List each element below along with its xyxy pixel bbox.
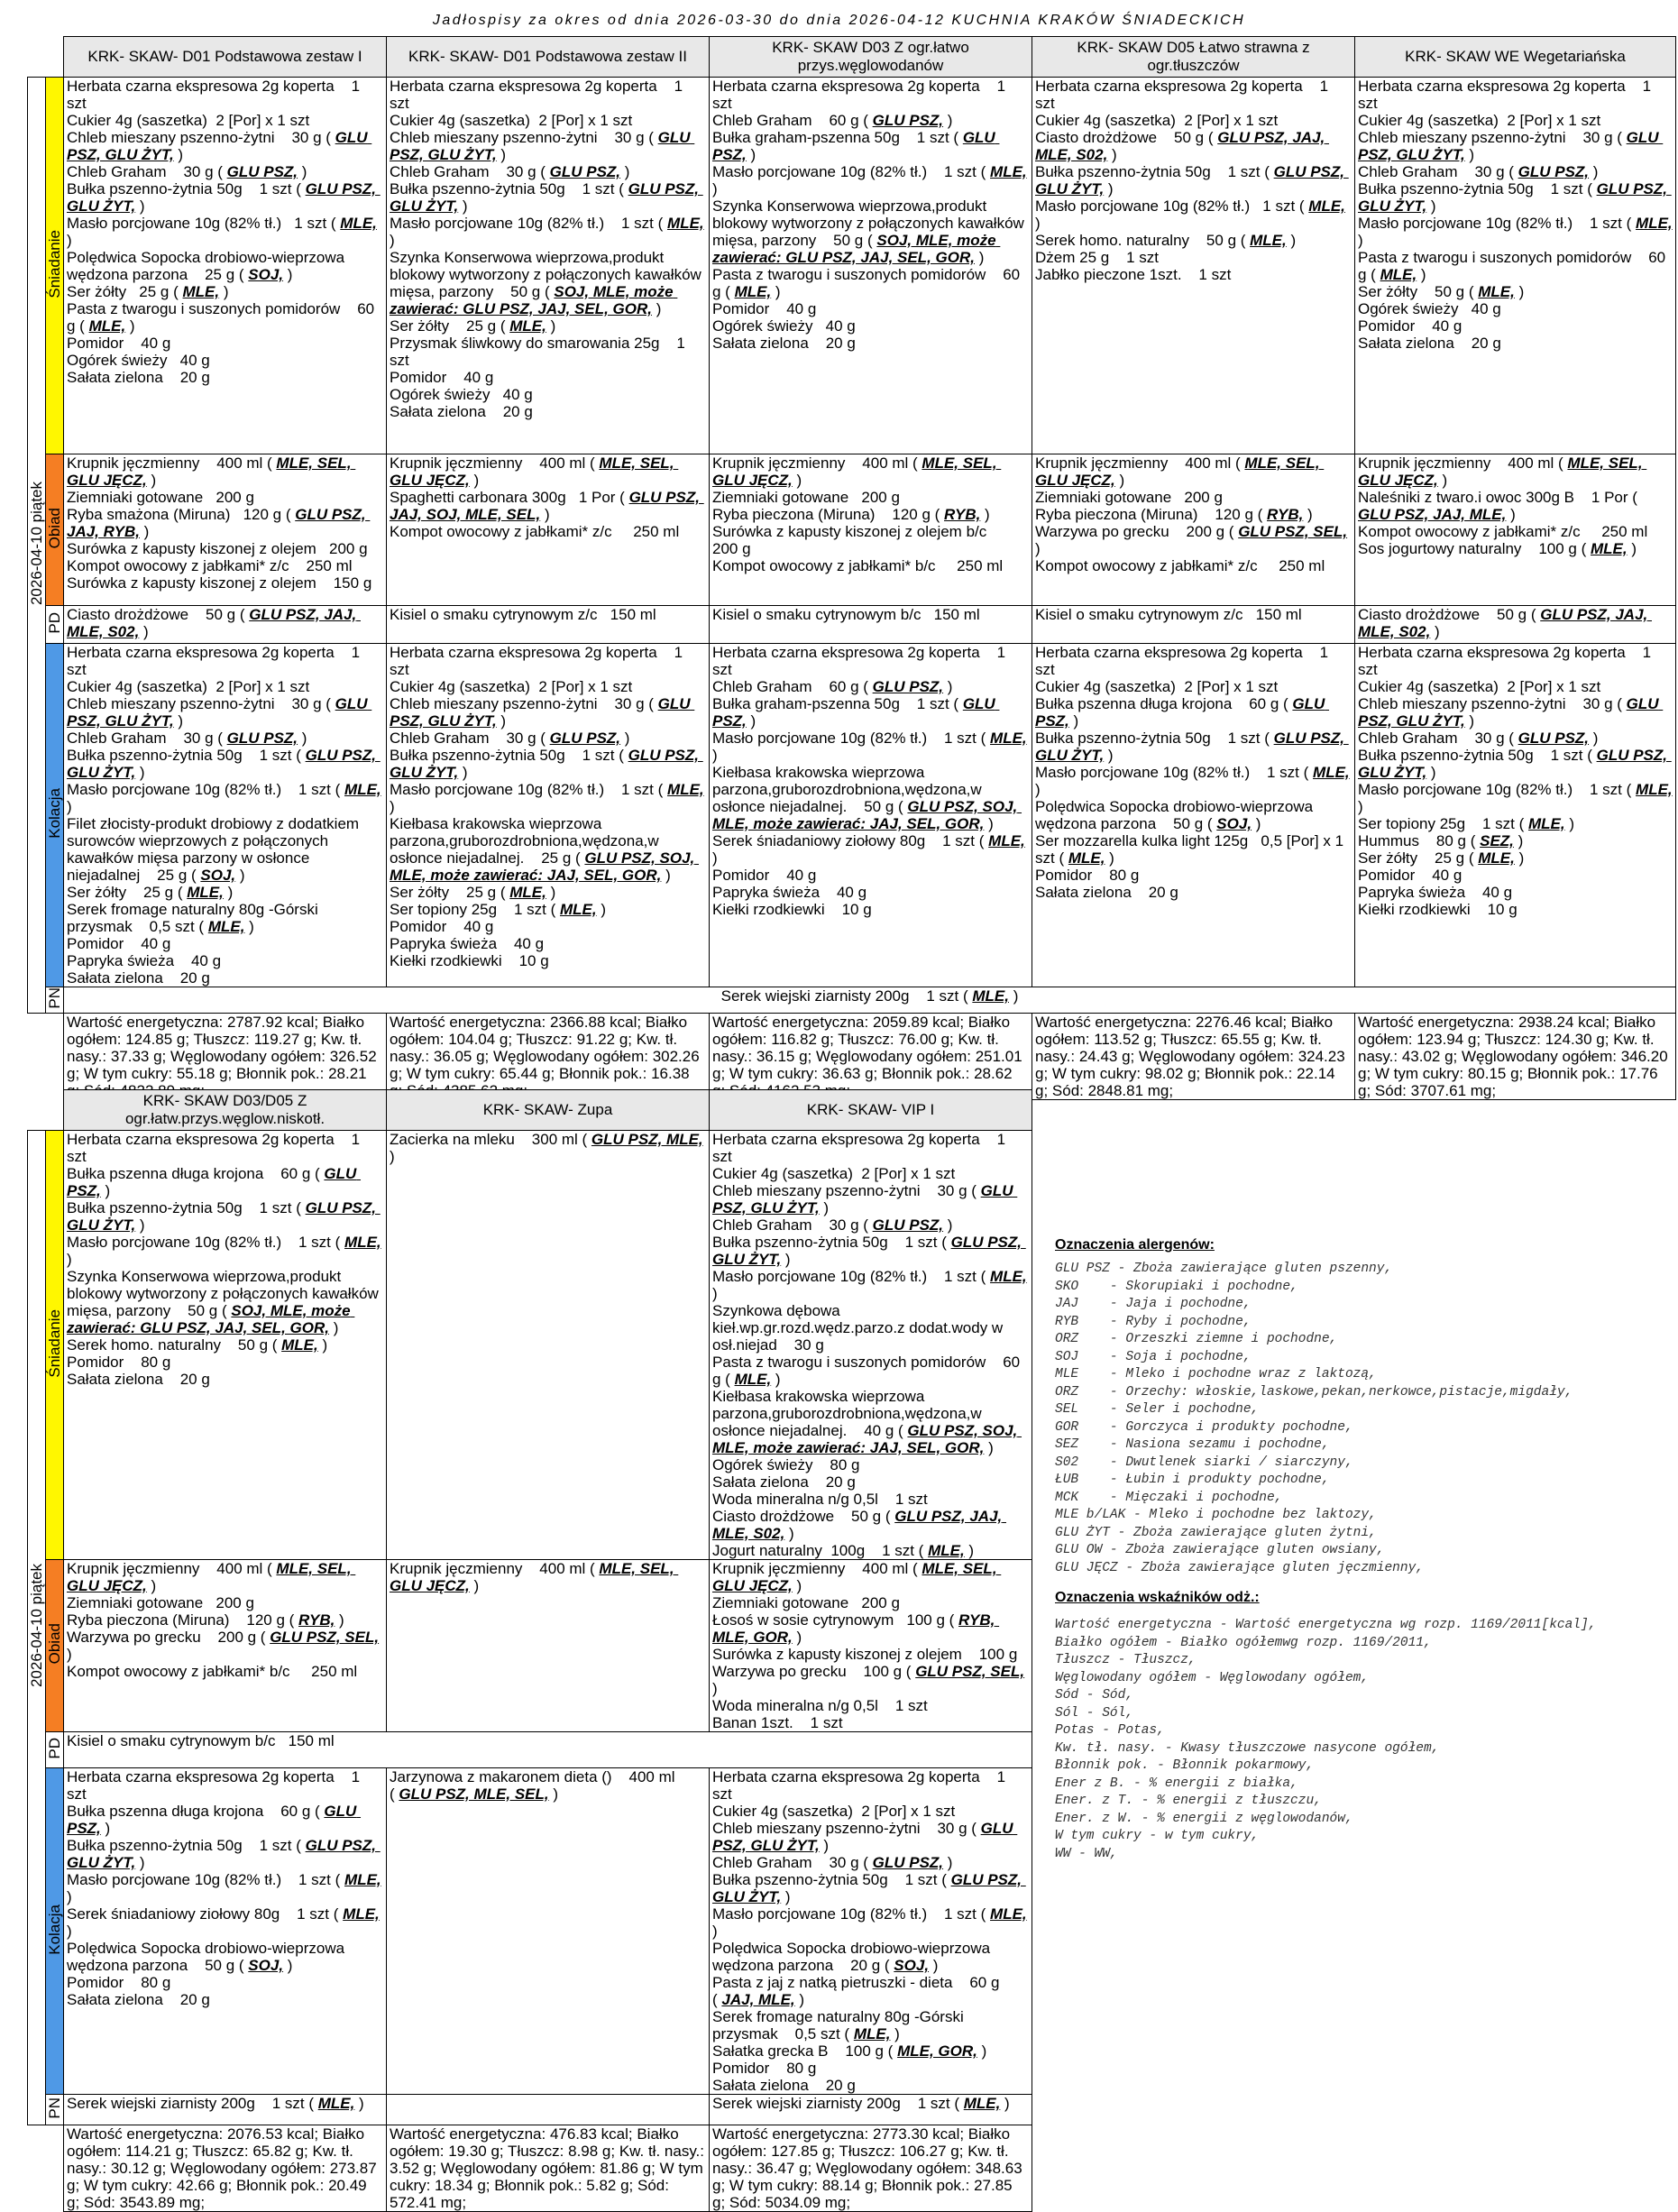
allergen-codes: GLU PSZ,	[1518, 730, 1590, 747]
allergen-codes: GLU PSZ, GLU ŻYT,	[1358, 695, 1664, 730]
meal-label-cell	[46, 454, 64, 606]
allergens-legend-title: Oznaczenia alergenów:	[1055, 1237, 1215, 1253]
nutrition-summary: Wartość energetyczna: 2938.24 kcal; Białko ogółem: 123.94 g; Tłuszcz: 124.30 g; Kw. tł. nasy.: 43.02 g; Węglowodany ogółem: 346.20 g; W tym cukry: 80.15 g; Błonnik pok.: 17.76 g; Sód: 3707.61 mg;	[1355, 1013, 1676, 1099]
meal-label-cell	[46, 606, 64, 644]
allergen-codes: JAJ, MLE,	[721, 1991, 795, 2008]
diet-header: KRK- SKAW D03/D05 Z ogr.łatw.przys.węglow.niskotł.	[64, 1090, 387, 1131]
allergen-codes: RYB,	[1267, 506, 1304, 523]
allergen-codes: MLE, SEL, GLU JĘCZ,	[67, 454, 356, 489]
allergen-codes: GLU PSZ, GLU ŻYT,	[712, 1871, 1026, 1905]
menu-cell: Herbata czarna ekspresowa 2g koperta 1 szt Cukier 4g (saszetka) 2 [Por] x 1 szt Bułka pszenna długa krojona 60 g ( GLU PSZ, ) Bułka pszenno-żytnia 50g 1 szt ( GLU PSZ, GLU ŻYT, ) Masło porcjowane 10g (82% tł.) 1 szt ( MLE, ) Polędwica Sopocka drobiowo-wieprzowa wędzona parzona 50 g ( SOJ, ) Ser mozzarella kulka light 125g 0,5 [Por] x 1 szt ( MLE, ) Pomidor 80 g Sałata zielona 20 g	[1032, 644, 1355, 987]
nutrition-summary: Wartość energetyczna: 476.83 kcal; Białko ogółem: 19.30 g; Tłuszcz: 8.98 g; Kw. tł. nasy.: 3.52 g; Węglowodany ogółem: 81.86 g; W tym cukry: 18.34 g; Błonnik pok.: 5.82 g; Sód: 572.41 mg;	[387, 2125, 710, 2212]
menu-cell: Krupnik jęczmienny 400 ml ( MLE, SEL, GLU JĘCZ, )	[387, 1560, 710, 1732]
menu-cell: Herbata czarna ekspresowa 2g koperta 1 szt Cukier 4g (saszetka) 2 [Por] x 1 szt Ciasto drożdżowe 50 g ( GLU PSZ, JAJ, MLE, S02, ) Bułka pszenno-żytnia 50g 1 szt ( GLU PSZ, GLU ŻYT, ) Masło porcjowane 10g (82% tł.) 1 szt ( MLE, ) Serek homo. naturalny 50 g ( MLE, ) Dżem 25 g 1 szt Jabłko pieczone 1szt. 1 szt	[1032, 78, 1355, 454]
allergen-codes: GLU PSZ,	[712, 129, 1000, 163]
allergen-codes: MLE,	[734, 1371, 772, 1388]
report-header: Jadłospisy za okres od dnia 2026-03-30 do dnia 2026-04-12 KUCHNIA KRAKÓW ŚNIADECKICH	[432, 13, 1246, 28]
allergen-codes: MLE,	[990, 1268, 1027, 1285]
allergen-codes: GLU PSZ,	[872, 678, 944, 695]
allergen-codes: GLU PSZ, SEL,	[270, 1629, 380, 1646]
allergen-codes: GLU PSZ, JAJ, SOJ, MLE, SEL,	[390, 489, 704, 523]
allergen-codes: MLE,	[990, 163, 1027, 180]
allergen-codes: MLE,	[1636, 781, 1673, 798]
allergen-codes: GLU PSZ, MLE,	[591, 1131, 703, 1148]
allergen-codes: MLE,	[509, 317, 546, 335]
allergen-codes: RYB, MLE, GOR,	[712, 1611, 1000, 1646]
menu-cell: Krupnik jęczmienny 400 ml ( MLE, SEL, GLU JĘCZ, ) Ziemniaki gotowane 200 g Ryba pieczona (Miruna) 120 g ( RYB, ) Warzywa po grecku 200 g ( GLU PSZ, SEL, ) Kompot owocowy z jabłkami* z/c 250 ml	[1032, 454, 1355, 606]
allergen-codes: GLU PSZ, GLU ŻYT,	[67, 1199, 381, 1234]
indicator-legend-item: W tym cukry - w tym cukry,	[1055, 1829, 1260, 1843]
meal-label: Kolacja	[46, 1904, 63, 1955]
allergen-codes: GLU PSZ,	[872, 112, 944, 129]
allergen-legend-item: GLU JĘCZ - Zboża zawierające gluten jęczmienny,	[1055, 1560, 1424, 1575]
meal-label-cell	[46, 1560, 64, 1732]
allergen-legend-item: SEL - Seler i pochodne,	[1055, 1402, 1260, 1417]
allergen-legend-item: ŁUB - Łubin i produkty pochodne,	[1055, 1473, 1330, 1487]
allergen-codes: GLU PSZ, GLU ŻYT,	[712, 1234, 1026, 1268]
allergen-codes: MLE,	[988, 832, 1025, 849]
allergen-codes: GLU PSZ,	[67, 1165, 362, 1199]
nutrition-summary: Wartość energetyczna: 2787.92 kcal; Białko ogółem: 124.85 g; Tłuszcz: 119.27 g; Kw. tł. nasy.: 37.33 g; Węglowodany ogółem: 326.52 g; W tym cukry: 55.18 g; Błonnik pok.: 28.21	[64, 1013, 387, 1099]
allergen-codes: GLU PSZ, GLU ŻYT,	[1358, 129, 1664, 163]
menu-cell: Ciasto drożdżowe 50 g ( GLU PSZ, JAJ, MLE, S02, )	[64, 606, 387, 644]
diet-header: KRK- SKAW D03 Z ogr.łatwo przys.węglowodanów	[710, 37, 1032, 78]
allergen-codes: MLE,	[1478, 849, 1515, 867]
summary-spacer	[28, 1013, 64, 1099]
corner-cell	[28, 37, 64, 78]
meal-label-cell	[46, 78, 64, 454]
allergen-codes: GLU PSZ, GLU ŻYT,	[1035, 163, 1349, 197]
allergen-codes: MLE,	[667, 781, 704, 798]
menu-cell: Serek wiejski ziarnisty 200g 1 szt ( MLE, )	[710, 2095, 1032, 2125]
meal-label: Obiad	[46, 507, 63, 549]
meal-label: PD	[46, 1737, 63, 1759]
allergen-codes: MLE, SEL, GLU JĘCZ,	[67, 1560, 356, 1594]
allergen-codes: SOJ,	[894, 1957, 930, 1974]
menu-cell: Herbata czarna ekspresowa 2g koperta 1 szt Cukier 4g (saszetka) 2 [Por] x 1 szt Chleb mieszany pszenno-żytni 30 g ( GLU PSZ, GLU ŻYT, ) Chleb Graham 30 g ( GLU PSZ, ) Bułka pszenno-żytnia 50g 1 szt ( GLU PSZ, GLU ŻYT, ) Masło porcjowane 10g (82% tł.) 1 szt ( MLE, ) Polędwica Sopocka drobiowo-wieprzowa wędzona parzona 25 g ( SOJ, ) Ser żółty 25 g ( MLE, ) Pasta z twarogu i suszonych pomidorów 60 g ( MLE, ) Pomidor 40 g Ogórek świeży 40 g Sałata zielona 20 g	[64, 78, 387, 454]
allergen-codes: GLU PSZ, GLU ŻYT,	[1358, 180, 1672, 215]
menu-cell: Krupnik jęczmienny 400 ml ( MLE, SEL, GLU JĘCZ, ) Ziemniaki gotowane 200 g Łosoś w sosie cytrynowym 100 g ( RYB, MLE, GOR, ) Surówka z kapusty kiszonej z olejem 100 g Warzywa po grecku 100 g ( GLU PSZ, SEL, ) Woda mineralna n/g 0,5l 1 szt Banan 1szt. 1 szt	[710, 1560, 1032, 1732]
allergen-codes: SOJ,	[1216, 815, 1252, 832]
allergen-codes: MLE, SEL, GLU JĘCZ,	[712, 1560, 1002, 1594]
allergen-codes: GLU PSZ,	[872, 1216, 944, 1234]
menu-cell: Kisiel o smaku cytrynowym b/c 150 ml	[710, 606, 1032, 644]
allergen-codes: MLE,	[509, 884, 546, 901]
diet-header: KRK- SKAW- VIP I	[710, 1090, 1032, 1131]
legend	[1055, 1237, 1677, 1863]
allergen-codes: GLU PSZ,	[872, 1854, 944, 1871]
allergen-legend-item: ORZ - Orzechy: włoskie,laskowe,pekan,nerkowce,pistacje,migdały,	[1055, 1384, 1573, 1400]
meal-label-cell	[46, 987, 64, 1014]
menu-cell: Herbata czarna ekspresowa 2g koperta 1 szt Cukier 4g (saszetka) 2 [Por] x 1 szt Chleb mieszany pszenno-żytni 30 g ( GLU PSZ, GLU ŻYT, ) Chleb Graham 30 g ( GLU PSZ, ) Bułka pszenno-żytnia 50g 1 szt ( GLU PSZ, GLU ŻYT, ) Masło porcjowane 10g (82% tł.) 1 szt ( MLE, ) Ser topiony 25g 1 szt ( MLE, ) Hummus 80 g ( SEZ, ) Ser żółty 25 g ( MLE, ) Pomidor 40 g Papryka świeża 40 g Kiełki rzodkiewki 10 g	[1355, 644, 1676, 987]
menu-cell: Herbata czarna ekspresowa 2g koperta 1 szt Cukier 4g (saszetka) 2 [Por] x 1 szt Chleb mieszany pszenno-żytni 30 g ( GLU PSZ, GLU ŻYT, ) Chleb Graham 30 g ( GLU PSZ, ) Bułka pszenno-żytnia 50g 1 szt ( GLU PSZ, GLU ŻYT, ) Masło porcjowane 10g (82% tł.) 1 szt ( MLE, ) Polędwica Sopocka drobiowo-wieprzowa wędzona parzona 20 g ( SOJ, ) Pasta z jaj z natką pietruszki - dieta 60 g ( JAJ, MLE, ) Serek fromage naturalny 80g -Górski przysmak 0,5 szt ( MLE, ) Sałatka grecka B 100 g ( MLE, GOR, ) Pomidor 80 g Sałata zielona 20 g	[710, 1768, 1032, 2095]
indicator-legend-item: Wartość energetyczna - Wartość energetyczna wg rozp. 1169/2011[kcal],	[1055, 1618, 1597, 1632]
menu-table-1	[27, 36, 1676, 1100]
meal-label: Obiad	[46, 1623, 63, 1665]
nutrition-summary: Wartość energetyczna: 2276.46 kcal; Białko ogółem: 113.52 g; Tłuszcz: 65.55 g; Kw. tł. nasy.: 24.43 g; Węglowodany ogółem: 324.23 g; W tym cukry: 98.02 g; Błonnik pok.: 22.14 g; Sód: 2848.81 mg;	[1032, 1013, 1355, 1099]
menu-cell: Herbata czarna ekspresowa 2g koperta 1 szt Cukier 4g (saszetka) 2 [Por] x 1 szt Chleb mieszany pszenno-żytni 30 g ( GLU PSZ, GLU ŻYT, ) Chleb Graham 30 g ( GLU PSZ, ) Bułka pszenno-żytnia 50g 1 szt ( GLU PSZ, GLU ŻYT, ) Masło porcjowane 10g (82% tł.) 1 szt ( MLE, ) Szynka Konserwowa wieprzowa,produkt blokowy wytworzony z połączonych kawałków mięsa, parzony 50 g ( SOJ, MLE, może zawierać: GLU PSZ, JAJ, SEL, GOR, ) Ser żółty 25 g ( MLE, ) Przysmak śliwkowy do smarowania 25g 1 szt Pomidor 40 g Ogórek świeży 40 g Sałata zielona 20 g	[387, 78, 710, 454]
allergen-codes: GLU PSZ, GLU ŻYT,	[67, 1837, 381, 1871]
allergen-codes: MLE,	[88, 317, 126, 335]
menu-cell: Herbata czarna ekspresowa 2g koperta 1 szt Cukier 4g (saszetka) 2 [Por] x 1 szt Chleb mieszany pszenno-żytni 30 g ( GLU PSZ, GLU ŻYT, ) Chleb Graham 30 g ( GLU PSZ, ) Bułka pszenno-żytnia 50g 1 szt ( GLU PSZ, GLU ŻYT, ) Masło porcjowane 10g (82% tł.) 1 szt ( MLE, ) Filet złocisty-produkt drobiowy z dodatkiem surowców wieprzowych z połączonych kawałków mięsa parzony w osłonce niejadalnej 25 g ( SOJ, ) Ser żółty 25 g ( MLE, ) Serek fromage naturalny 80g -Górski przysmak 0,5 szt ( MLE, ) Pomidor 40 g Papryka świeża 40 g Sałata zielona 20 g	[64, 644, 387, 987]
menu-cell: Serek wiejski ziarnisty 200g 1 szt ( MLE, )	[64, 2095, 387, 2125]
menu-cell: Herbata czarna ekspresowa 2g koperta 1 szt Bułka pszenna długa krojona 60 g ( GLU PSZ, ) Bułka pszenno-żytnia 50g 1 szt ( GLU PSZ, GLU ŻYT, ) Masło porcjowane 10g (82% tł.) 1 szt ( MLE, ) Serek śniadaniowy ziołowy 80g 1 szt ( MLE, ) Polędwica Sopocka drobiowo-wieprzowa wędzona parzona 50 g ( SOJ, ) Pomidor 80 g Sałata zielona 20 g	[64, 1768, 387, 2095]
menu-cell: Herbata czarna ekspresowa 2g koperta 1 szt Chleb Graham 60 g ( GLU PSZ, ) Bułka graham-pszenna 50g 1 szt ( GLU PSZ, ) Masło porcjowane 10g (82% tł.) 1 szt ( MLE, ) Szynka Konserwowa wieprzowa,produkt blokowy wytworzony z połączonych kawałków mięsa, parzony 50 g ( SOJ, MLE, może zawierać: GLU PSZ, JAJ, SEL, GOR, ) Pasta z twarogu i suszonych pomidorów 60 g ( MLE, ) Pomidor 40 g Ogórek świeży 40 g Sałata zielona 20 g	[710, 78, 1032, 454]
diet-header: KRK- SKAW- Zupa	[387, 1090, 710, 1131]
allergen-legend-item: GOR - Gorczyca i produkty pochodne,	[1055, 1419, 1353, 1435]
allergen-codes: SOJ, MLE, może zawierać: GLU PSZ, JAJ, SEL, GOR,	[67, 1302, 355, 1336]
menu-cell: Herbata czarna ekspresowa 2g koperta 1 szt Bułka pszenna długa krojona 60 g ( GLU PSZ, ) Bułka pszenno-żytnia 50g 1 szt ( GLU PSZ, GLU ŻYT, ) Masło porcjowane 10g (82% tł.) 1 szt ( MLE, ) Szynka Konserwowa wieprzowa,produkt blokowy wytworzony z połączonych kawałków mięsa, parzony 50 g ( SOJ, MLE, może zawierać: GLU PSZ, JAJ, SEL, GOR, ) Serek homo. naturalny 50 g ( MLE, ) Pomidor 80 g Sałata zielona 20 g	[64, 1131, 387, 1560]
allergen-codes: RYB,	[944, 506, 981, 523]
indicator-legend-item: Kw. tł. nasy. - Kwasy tłuszczowe nasycone ogółem,	[1055, 1740, 1440, 1756]
diet-header: KRK- SKAW D05 Łatwo strawna z ogr.tłuszczów	[1032, 37, 1355, 78]
allergen-codes: GLU PSZ, GLU ŻYT,	[67, 695, 372, 730]
allergen-codes: SOJ,	[248, 266, 284, 283]
allergen-codes: GLU PSZ, SOJ, MLE, może zawierać: JAJ, SEL, GOR,	[712, 798, 1022, 832]
allergen-legend-item: SEZ - Nasiona sezamu i pochodne,	[1055, 1437, 1330, 1452]
menu-cell: Krupnik jęczmienny 400 ml ( MLE, SEL, GLU JĘCZ, ) Naleśniki z twaro.i owoc 300g B 1 Por ( GLU PSZ, JAJ, MLE, ) Kompot owocowy z jabłkami* z/c 250 ml Sos jogurtowy naturalny 100 g ( MLE, )	[1355, 454, 1676, 606]
allergen-codes: GLU PSZ,	[226, 163, 298, 180]
allergen-codes: MLE,	[990, 1905, 1027, 1923]
indicator-legend-item: Błonnik pok. - Błonnik pokarmowy,	[1055, 1758, 1315, 1773]
allergen-codes: RYB,	[298, 1611, 335, 1629]
meal-label: PN	[46, 987, 63, 1009]
allergen-codes: GLU PSZ, SEL,	[1238, 523, 1348, 540]
menu-cell: Herbata czarna ekspresowa 2g koperta 1 szt Cukier 4g (saszetka) 2 [Por] x 1 szt Chleb mieszany pszenno-żytni 30 g ( GLU PSZ, GLU ŻYT, ) Chleb Graham 30 g ( GLU PSZ, ) Bułka pszenno-żytnia 50g 1 szt ( GLU PSZ, GLU ŻYT, ) Masło porcjowane 10g (82% tł.) 1 szt ( MLE, ) Pasta z twarogu i suszonych pomidorów 60 g ( MLE, ) Ser żółty 50 g ( MLE, ) Ogórek świeży 40 g Pomidor 40 g Sałata zielona 20 g	[1355, 78, 1676, 454]
nutrition-summary: Wartość energetyczna: 2366.88 kcal; Białko ogółem: 104.04 g; Tłuszcz: 91.22 g; Kw. tł. nasy.: 36.05 g; Węglowodany ogółem: 302.26 g; W tym cukry: 65.44 g; Błonnik pok.: 16.38	[387, 1013, 710, 1099]
indicator-legend-item: Węglowodany ogółem - Węglowodany ogółem,	[1055, 1670, 1370, 1685]
allergen-legend-item: GLU PSZ - Zboża zawierające gluten pszenny,	[1055, 1262, 1393, 1276]
meal-label: Śniadanie	[46, 1308, 63, 1378]
allergen-legend-item: S02 - Dwutlenek siarki / siarczyny,	[1055, 1455, 1353, 1470]
allergen-codes: GLU PSZ, GLU ŻYT,	[390, 180, 703, 215]
menu-cell	[387, 2095, 710, 2125]
allergen-codes: MLE, SEL, GLU JĘCZ,	[390, 1560, 679, 1594]
nutrition-summary: Wartość energetyczna: 2059.89 kcal; Białko ogółem: 116.82 g; Tłuszcz: 76.00 g; Kw. tł. nasy.: 36.15 g; Węglowodany ogółem: 251.01 g; W tym cukry: 36.63 g; Błonnik pok.: 28.62	[710, 1013, 1032, 1099]
meal-label: PD	[46, 611, 63, 634]
date-label: 2026-04-10 piątek	[28, 481, 45, 605]
allergen-codes: MLE, SEL, GLU JĘCZ,	[1035, 454, 1325, 489]
allergen-codes: GLU PSZ, JAJ, MLE, S02,	[712, 1508, 1006, 1542]
allergen-codes: MLE,	[344, 781, 381, 798]
allergen-codes: GLU PSZ, GLU ŻYT,	[390, 695, 695, 730]
meal-label-cell	[46, 1768, 64, 2095]
diet-header: KRK- SKAW- D01 Podstawowa zestaw I	[64, 37, 387, 78]
menu-cell: Herbata czarna ekspresowa 2g koperta 1 szt Cukier 4g (saszetka) 2 [Por] x 1 szt Chleb mieszany pszenno-żytni 30 g ( GLU PSZ, GLU ŻYT, ) Chleb Graham 30 g ( GLU PSZ, ) Bułka pszenno-żytnia 50g 1 szt ( GLU PSZ, GLU ŻYT, ) Masło porcjowane 10g (82% tł.) 1 szt ( MLE, ) Kiełbasa krakowska wieprzowa parzona,gruborozdrobniona,wędzona,w osłonce niejadalnej. 25 g ( GLU PSZ, SOJ, MLE, może zawierać: JAJ, SEL, GOR, ) Ser żółty 25 g ( MLE, ) Ser topiony 25g 1 szt ( MLE, ) Pomidor 40 g Papryka świeża 40 g Kiełki rzodkiewki 10 g	[387, 644, 710, 987]
allergen-codes: MLE, SEL, GLU JĘCZ,	[1358, 454, 1647, 489]
allergen-codes: GLU PSZ,	[226, 730, 298, 747]
allergen-codes: MLE,	[1380, 266, 1417, 283]
menu-cell: Krupnik jęczmienny 400 ml ( MLE, SEL, GLU JĘCZ, ) Spaghetti carbonara 300g 1 Por ( GLU PSZ, JAJ, SOJ, MLE, SEL, ) Kompot owocowy z jabłkami* z/c 250 ml	[387, 454, 710, 606]
menu-cell: Kisiel o smaku cytrynowym z/c 150 ml	[387, 606, 710, 644]
allergen-legend-item: GLU OW - Zboża zawierające gluten owsiany,	[1055, 1543, 1385, 1557]
menu-cell: Zacierka na mleku 300 ml ( GLU PSZ, MLE, )	[387, 1131, 710, 1560]
meal-label-cell	[46, 2095, 64, 2125]
indicator-legend-item: Sól - Sól,	[1055, 1705, 1134, 1721]
date-label: 2026-04-10 piątek	[28, 1564, 45, 1688]
menu-cell: Herbata czarna ekspresowa 2g koperta 1 szt Chleb Graham 60 g ( GLU PSZ, ) Bułka graham-pszenna 50g 1 szt ( GLU PSZ, ) Masło porcjowane 10g (82% tł.) 1 szt ( MLE, ) Kiełbasa krakowska wieprzowa parzona,gruborozdrobniona,wędzona,w osłonce niejadalnej. 50 g ( GLU PSZ, SOJ, MLE, może zawierać: JAJ, SEL, GOR, ) Serek śniadaniowy ziołowy 80g 1 szt ( MLE, ) Pomidor 40 g Papryka świeża 40 g Kiełki rzodkiewki 10 g	[710, 644, 1032, 987]
allergen-codes: GLU PSZ,	[1518, 163, 1590, 180]
menu-cell: Krupnik jęczmienny 400 ml ( MLE, SEL, GLU JĘCZ, ) Ziemniaki gotowane 200 g Ryba smażona (Miruna) 120 g ( GLU PSZ, JAJ, RYB, ) Surówka z kapusty kiszonej z olejem 200 g Kompot owocowy z jabłkami* z/c 250 ml Surówka z kapusty kiszonej z olejem 150 g	[64, 454, 387, 606]
menu-cell: Herbata czarna ekspresowa 2g koperta 1 szt Cukier 4g (saszetka) 2 [Por] x 1 szt Chleb mieszany pszenno-żytni 30 g ( GLU PSZ, GLU ŻYT, ) Chleb Graham 30 g ( GLU PSZ, ) Bułka pszenno-żytnia 50g 1 szt ( GLU PSZ, GLU ŻYT, ) Masło porcjowane 10g (82% tł.) 1 szt ( MLE, ) Szynkowa dębowa kieł.wp.gr.rozd.wędz.parzo.z dodat.wody w osł.niejad 30 g Pasta z twarogu i suszonych pomidorów 60 g ( MLE, ) Kiełbasa krakowska wieprzowa parzona,gruborozdrobniona,wędzona,w osłonce niejadalnej. 40 g ( GLU PSZ, SOJ, MLE, może zawierać: JAJ, SEL, GOR, ) Ogórek świeży 80 g Sałata zielona 20 g Woda mineralna n/g 0,5l 1 szt Ciasto drożdżowe 50 g ( GLU PSZ, JAJ, MLE, S02, ) Jogurt naturalny 100g 1 szt ( MLE, )	[710, 1131, 1032, 1560]
indicator-legend-item: Białko ogółem - Białko ogółemwg rozp. 1169/2011,	[1055, 1635, 1432, 1650]
indicators-legend-list	[1055, 1617, 1677, 1863]
allergen-codes: MLE,	[1313, 764, 1350, 781]
meal-label: Śniadanie	[46, 229, 63, 298]
allergen-codes: MLE,	[1590, 540, 1628, 557]
allergen-legend-item: SKO - Skorupiaki i pochodne,	[1055, 1279, 1298, 1294]
allergen-codes: GLU PSZ, GLU ŻYT,	[712, 1182, 1018, 1216]
allergen-codes: SOJ,	[248, 1957, 284, 1974]
allergen-codes: GLU PSZ, SEL,	[915, 1663, 1025, 1680]
allergen-codes: GLU PSZ,	[712, 695, 1000, 730]
menu-cell: Krupnik jęczmienny 400 ml ( MLE, SEL, GLU JĘCZ, ) Ziemniaki gotowane 200 g Ryba pieczona (Miruna) 120 g ( RYB, ) Surówka z kapusty kiszonej z olejem b/c 200 g Kompot owocowy z jabłkami* b/c 250 ml	[710, 454, 1032, 606]
allergen-codes: MLE,	[344, 1871, 381, 1888]
indicator-legend-item: Potas - Potas,	[1055, 1723, 1165, 1738]
indicator-legend-item: Ener z B. - % energii z białka,	[1055, 1776, 1298, 1791]
allergen-codes: GLU PSZ, JAJ, RYB,	[67, 506, 371, 540]
menu-cell: Serek wiejski ziarnisty 200g 1 szt ( MLE, )	[64, 987, 1676, 1014]
allergen-codes: MLE,	[344, 1234, 381, 1251]
indicator-legend-item: Tłuszcz - Tłuszcz,	[1055, 1653, 1197, 1667]
allergen-codes: MLE,	[928, 1542, 965, 1559]
allergen-codes: GLU PSZ, GLU ŻYT,	[67, 129, 372, 163]
allergen-codes: MLE,	[853, 2025, 891, 2042]
allergen-legend-item: RYB - Ryby i pochodne,	[1055, 1314, 1252, 1329]
date-cell	[28, 78, 46, 1014]
menu-table-2	[27, 1089, 1032, 2212]
allergen-codes: GLU PSZ, GLU ŻYT,	[390, 129, 695, 163]
allergen-legend-item: GLU ŻYT - Zboża zawierające gluten żytni,	[1055, 1525, 1377, 1540]
nutrition-summary: Wartość energetyczna: 2773.30 kcal; Białko ogółem: 127.85 g; Tłuszcz: 106.27 g; Kw. tł. nasy.: 36.47 g; Węglowodany ogółem: 348.63 g; W tym cukry: 88.14 g; Błonnik pok.: 27.85 g; Sód: 5034.09 mg;	[710, 2125, 1032, 2212]
allergen-legend-item: MLE - Mleko i pochodne wraz z laktozą,	[1055, 1367, 1377, 1381]
allergen-codes: GLU PSZ,	[1035, 695, 1330, 730]
allergen-codes: MLE,	[343, 1905, 380, 1923]
allergen-codes: SOJ, MLE, może zawierać: GLU PSZ, JAJ, SEL, GOR,	[390, 283, 678, 317]
allergen-legend-item: ORZ - Orzeszki ziemne i pochodne,	[1055, 1332, 1338, 1346]
allergen-codes: GLU PSZ,	[549, 163, 621, 180]
allergen-codes: GLU PSZ, GLU ŻYT,	[390, 747, 703, 781]
allergen-legend-item: SOJ - Soja i pochodne,	[1055, 1349, 1252, 1364]
menu-cell: Kisiel o smaku cytrynowym z/c 150 ml	[1032, 606, 1355, 644]
allergen-codes: GLU PSZ, GLU ŻYT,	[1035, 730, 1349, 764]
allergen-codes: GLU PSZ, SOJ, MLE, może zawierać: JAJ, SEL, GOR,	[712, 1422, 1022, 1456]
summary-spacer	[28, 2125, 64, 2212]
allergen-codes: MLE,	[1250, 232, 1287, 249]
allergen-codes: MLE,	[281, 1336, 318, 1354]
indicator-legend-item: Ener. z W. - % energii z węglowodanów,	[1055, 1811, 1353, 1826]
allergen-codes: MLE,	[972, 987, 1009, 1005]
allergen-codes: GLU PSZ, JAJ, MLE, S02,	[1035, 129, 1329, 163]
allergen-codes: MLE,	[340, 215, 377, 232]
allergen-codes: MLE,	[1478, 283, 1515, 300]
allergen-codes: GLU PSZ, GLU ŻYT,	[67, 180, 381, 215]
meal-label-cell	[46, 1131, 64, 1560]
diet-header: KRK- SKAW WE Wegetariańska	[1355, 37, 1676, 78]
allergen-codes: MLE,	[1068, 849, 1105, 867]
meal-label: PN	[46, 2097, 63, 2119]
allergen-codes: GLU PSZ,	[549, 730, 621, 747]
allergen-codes: MLE,	[963, 2095, 1001, 2112]
allergen-codes: MLE,	[1527, 815, 1565, 832]
allergen-codes: MLE,	[187, 884, 224, 901]
allergens-legend-list	[1055, 1261, 1677, 1577]
allergen-codes: SEZ,	[1480, 832, 1514, 849]
meal-label-cell	[46, 644, 64, 987]
menu-cell: Jarzynowa z makaronem dieta () 400 ml ( GLU PSZ, MLE, SEL, )	[387, 1768, 710, 2095]
indicator-legend-item: WW - WW,	[1055, 1846, 1118, 1861]
allergen-codes: MLE,	[559, 901, 597, 918]
allergen-codes: GLU PSZ, GLU ŻYT,	[712, 1820, 1018, 1854]
allergen-codes: GLU PSZ, MLE, SEL,	[399, 1785, 549, 1803]
allergen-legend-item: JAJ - Jaja i pochodne,	[1055, 1297, 1252, 1311]
allergen-codes: MLE,	[734, 283, 772, 300]
allergen-codes: GLU PSZ, SOJ, MLE, może zawierać: JAJ, SEL, GOR,	[390, 849, 700, 884]
menu-cell: Krupnik jęczmienny 400 ml ( MLE, SEL, GLU JĘCZ, ) Ziemniaki gotowane 200 g Ryba pieczona (Miruna) 120 g ( RYB, ) Warzywa po grecku 200 g ( GLU PSZ, SEL, ) Kompot owocowy z jabłkami* b/c 250 ml	[64, 1560, 387, 1732]
allergen-codes: SOJ, MLE, może zawierać: GLU PSZ, JAJ, SEL, GOR,	[712, 232, 1001, 266]
allergen-codes: MLE,	[1636, 215, 1673, 232]
allergen-codes: MLE,	[1308, 197, 1345, 215]
indicator-legend-item: Sód - Sód,	[1055, 1688, 1134, 1703]
indicators-legend-title: Oznaczenia wskaźników odż.:	[1055, 1590, 1260, 1605]
allergen-codes: GLU PSZ, GLU ŻYT,	[1358, 747, 1672, 781]
allergen-legend-item: MCK - Mięczaki i pochodne,	[1055, 1490, 1283, 1505]
allergen-codes: GLU PSZ,	[67, 1803, 362, 1837]
allergen-codes: MLE, SEL, GLU JĘCZ,	[390, 454, 679, 489]
menu-cell: Kisiel o smaku cytrynowym b/c 150 ml	[64, 1732, 1032, 1768]
corner-cell	[28, 1090, 64, 1131]
allergen-codes: GLU PSZ, JAJ, MLE, S02,	[67, 606, 361, 640]
allergen-codes: MLE,	[317, 2095, 355, 2112]
allergen-legend-item: MLE b/LAK - Mleko i pochodne bez laktozy,	[1055, 1508, 1377, 1522]
allergen-codes: SOJ,	[200, 867, 236, 884]
diet-header: KRK- SKAW- D01 Podstawowa zestaw II	[387, 37, 710, 78]
allergen-codes: GLU PSZ, JAJ, MLE,	[1358, 506, 1507, 523]
allergen-codes: MLE,	[182, 283, 220, 300]
nutrition-summary: Wartość energetyczna: 2076.53 kcal; Białko ogółem: 114.21 g; Tłuszcz: 65.82 g; Kw. tł. nasy.: 30.12 g; Węglowodany ogółem: 273.87 g; W tym cukry: 42.66 g; Błonnik pok.: 20.49 g; Sód: 3543.89 mg;	[64, 2125, 387, 2212]
menu-cell: Ciasto drożdżowe 50 g ( GLU PSZ, JAJ, MLE, S02, )	[1355, 606, 1676, 644]
allergen-codes: GLU PSZ, GLU ŻYT,	[67, 747, 381, 781]
allergen-codes: MLE,	[990, 730, 1027, 747]
meal-label-cell	[46, 1732, 64, 1768]
allergen-codes: MLE, SEL, GLU JĘCZ,	[712, 454, 1002, 489]
allergen-codes: MLE,	[667, 215, 704, 232]
allergen-codes: MLE, GOR,	[897, 2042, 977, 2060]
allergen-codes: GLU PSZ, JAJ, MLE, S02,	[1358, 606, 1652, 640]
meal-label: Kolacja	[46, 788, 63, 839]
date-cell	[28, 1131, 46, 2125]
indicator-legend-item: Ener. z T. - % energii z tłuszczu,	[1055, 1794, 1322, 1808]
allergen-codes: MLE,	[207, 918, 245, 935]
